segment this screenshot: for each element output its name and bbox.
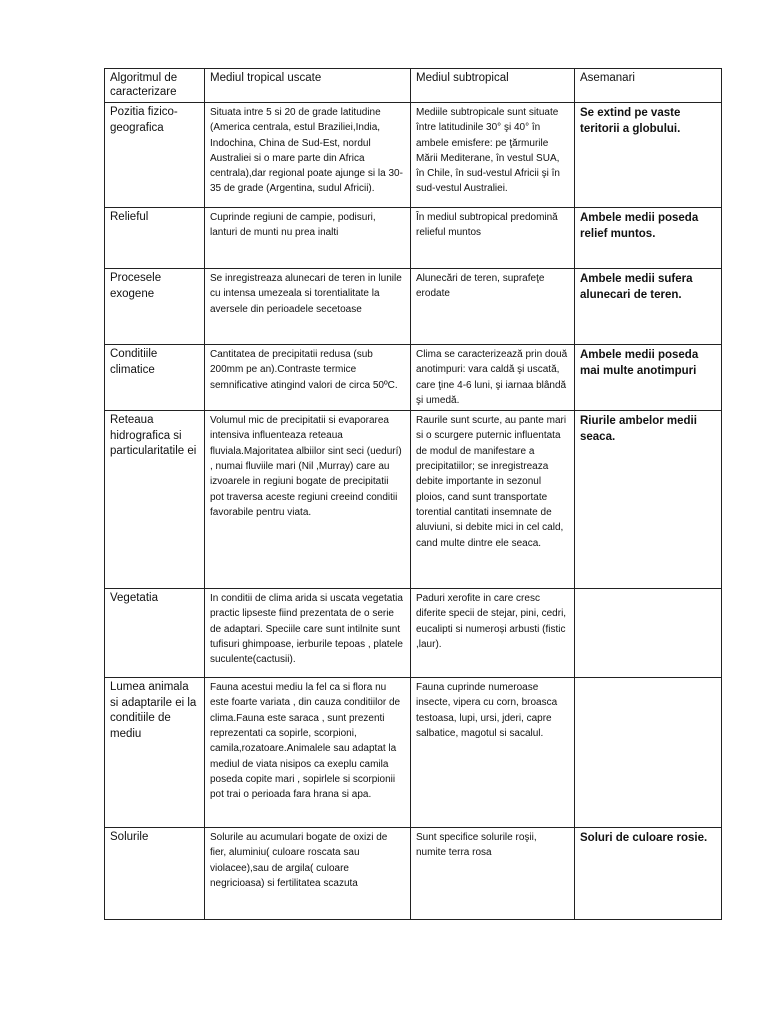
header-subtropical: Mediul subtropical	[411, 69, 575, 103]
row-subtropical: Mediile subtropicale sunt situate între latitudinile 30° şi 40° în ambele emisfere: pe ţărmurile Mării Mediterane, în vestul SUA, în Chile, în sud-vestul Africii şi în sud-vestul Australiei.	[411, 103, 575, 208]
table-row	[105, 678, 722, 828]
row-tropical: Cuprinde regiuni de campie, podisuri, lanturi de munti nu prea inalti	[205, 208, 411, 269]
header-criterion: Algoritmul de caracterizare	[105, 69, 205, 103]
row-subtropical: Alunecări de teren, suprafeţe erodate	[411, 269, 575, 345]
row-similarity	[575, 678, 722, 828]
row-tropical: Volumul mic de precipitatii si evaporarea intensiva influenteaza reteaua fluviala.Majoritatea albiilor sint seci (uedurí) , numai fluviile mari (Nil ,Murray) care au izvoarele in regiuni bogate de precipitatii pot traversa aceste regiuni creeind conditii favorabile pentru viata.	[205, 411, 411, 589]
table-row	[105, 411, 722, 589]
row-criterion: Pozitia fizico-geografica	[105, 103, 205, 208]
row-tropical: Se inregistreaza alunecari de teren in lunile cu intensa umezeala si torentialitate la aversele din perioadele secetoase	[205, 269, 411, 345]
row-criterion: Procesele exogene	[105, 269, 205, 345]
row-tropical: Cantitatea de precipitatii redusa (sub 200mm pe an).Contraste termice semnificative atingind valori de circa 50ºC.	[205, 345, 411, 411]
row-subtropical: Sunt specifice solurile roşii, numite terra rosa	[411, 828, 575, 920]
row-similarity: Se extind pe vaste teritorii a globului.	[575, 103, 722, 208]
row-tropical: Solurile au acumulari bogate de oxizi de fier, aluminiu( culoare roscata sau violacee),sau de argila( culoare negricioasa) si fertilitatea scazuta	[205, 828, 411, 920]
table-row	[105, 103, 722, 208]
header-tropical: Mediul tropical uscate	[205, 69, 411, 103]
row-subtropical: În mediul subtropical predomină relieful muntos	[411, 208, 575, 269]
row-subtropical: Raurile sunt scurte, au pante mari si o scurgere puternic influentata de modul de manifestare a precipitatiilor; se inregistreaza debite importante in sezonul ploios, cand sunt transportate torential cantitati insemnate de aluviuni, si debite mici in cel cald, cand multe dintre ele seaca.	[411, 411, 575, 589]
header-row	[105, 69, 722, 103]
table-row	[105, 269, 722, 345]
row-criterion: Solurile	[105, 828, 205, 920]
row-criterion: Reteaua hidrografica si particularitatile ei	[105, 411, 205, 589]
row-tropical: Situata intre 5 si 20 de grade latitudine (America centrala, estul Braziliei,India, Indochina, China de Sud-Est, nordul Australiei si o mare parte din Africa centrala),dar regional poate ajunge si la 30-35 de grade (Argentina, sudul Africii).	[205, 103, 411, 208]
row-criterion: Relieful	[105, 208, 205, 269]
row-similarity: Riurile ambelor medii seaca.	[575, 411, 722, 589]
table-row	[105, 828, 722, 920]
table-row	[105, 589, 722, 678]
row-tropical: In conditii de clima arida si uscata vegetatia practic lipseste fiind prezentata de o serie de adaptari. Speciile care sunt intilnite sunt tufisuri ghimpoase, ierburile tepoas , platele suculente(cactusii).	[205, 589, 411, 678]
row-similarity: Soluri de culoare rosie.	[575, 828, 722, 920]
row-similarity: Ambele medii sufera alunecari de teren.	[575, 269, 722, 345]
row-subtropical: Paduri xerofite in care cresc diferite specii de stejar, pini, cedri, eucalipti si numeroși arbusti (fistic ,laur).	[411, 589, 575, 678]
row-tropical: Fauna acestui mediu la fel ca si flora nu este foarte variata , din cauza conditiilor de clima.Fauna este saraca , sunt prezenti reprezentati ca sopirle, scorpioni, camila,rozatoare.Animalele sau adaptat la mediul de viata nisipos ca exeplu camila poseda copite mari , sopirlele si scorpionii pot trai o perioada fara hrana si apa.	[205, 678, 411, 828]
comparison-table	[104, 68, 722, 920]
row-subtropical: Clima se caracterizează prin două anotimpuri: vara caldă şi uscată, care ţine 4-6 luni, şi iarnaa blândă şi umedă.	[411, 345, 575, 411]
row-criterion: Lumea animala si adaptarile ei la conditiile de mediu	[105, 678, 205, 828]
row-similarity: Ambele medii poseda relief muntos.	[575, 208, 722, 269]
row-similarity	[575, 589, 722, 678]
table-row	[105, 208, 722, 269]
table-row	[105, 345, 722, 411]
header-similarities: Asemanari	[575, 69, 722, 103]
row-subtropical: Fauna cuprinde numeroase insecte, vipera cu corn, broasca testoasa, lupi, ursi, jderi, capre salbatice, magotul si sacalul.	[411, 678, 575, 828]
row-criterion: Vegetatia	[105, 589, 205, 678]
row-similarity: Ambele medii poseda mai multe anotimpuri	[575, 345, 722, 411]
row-criterion: Conditiile climatice	[105, 345, 205, 411]
